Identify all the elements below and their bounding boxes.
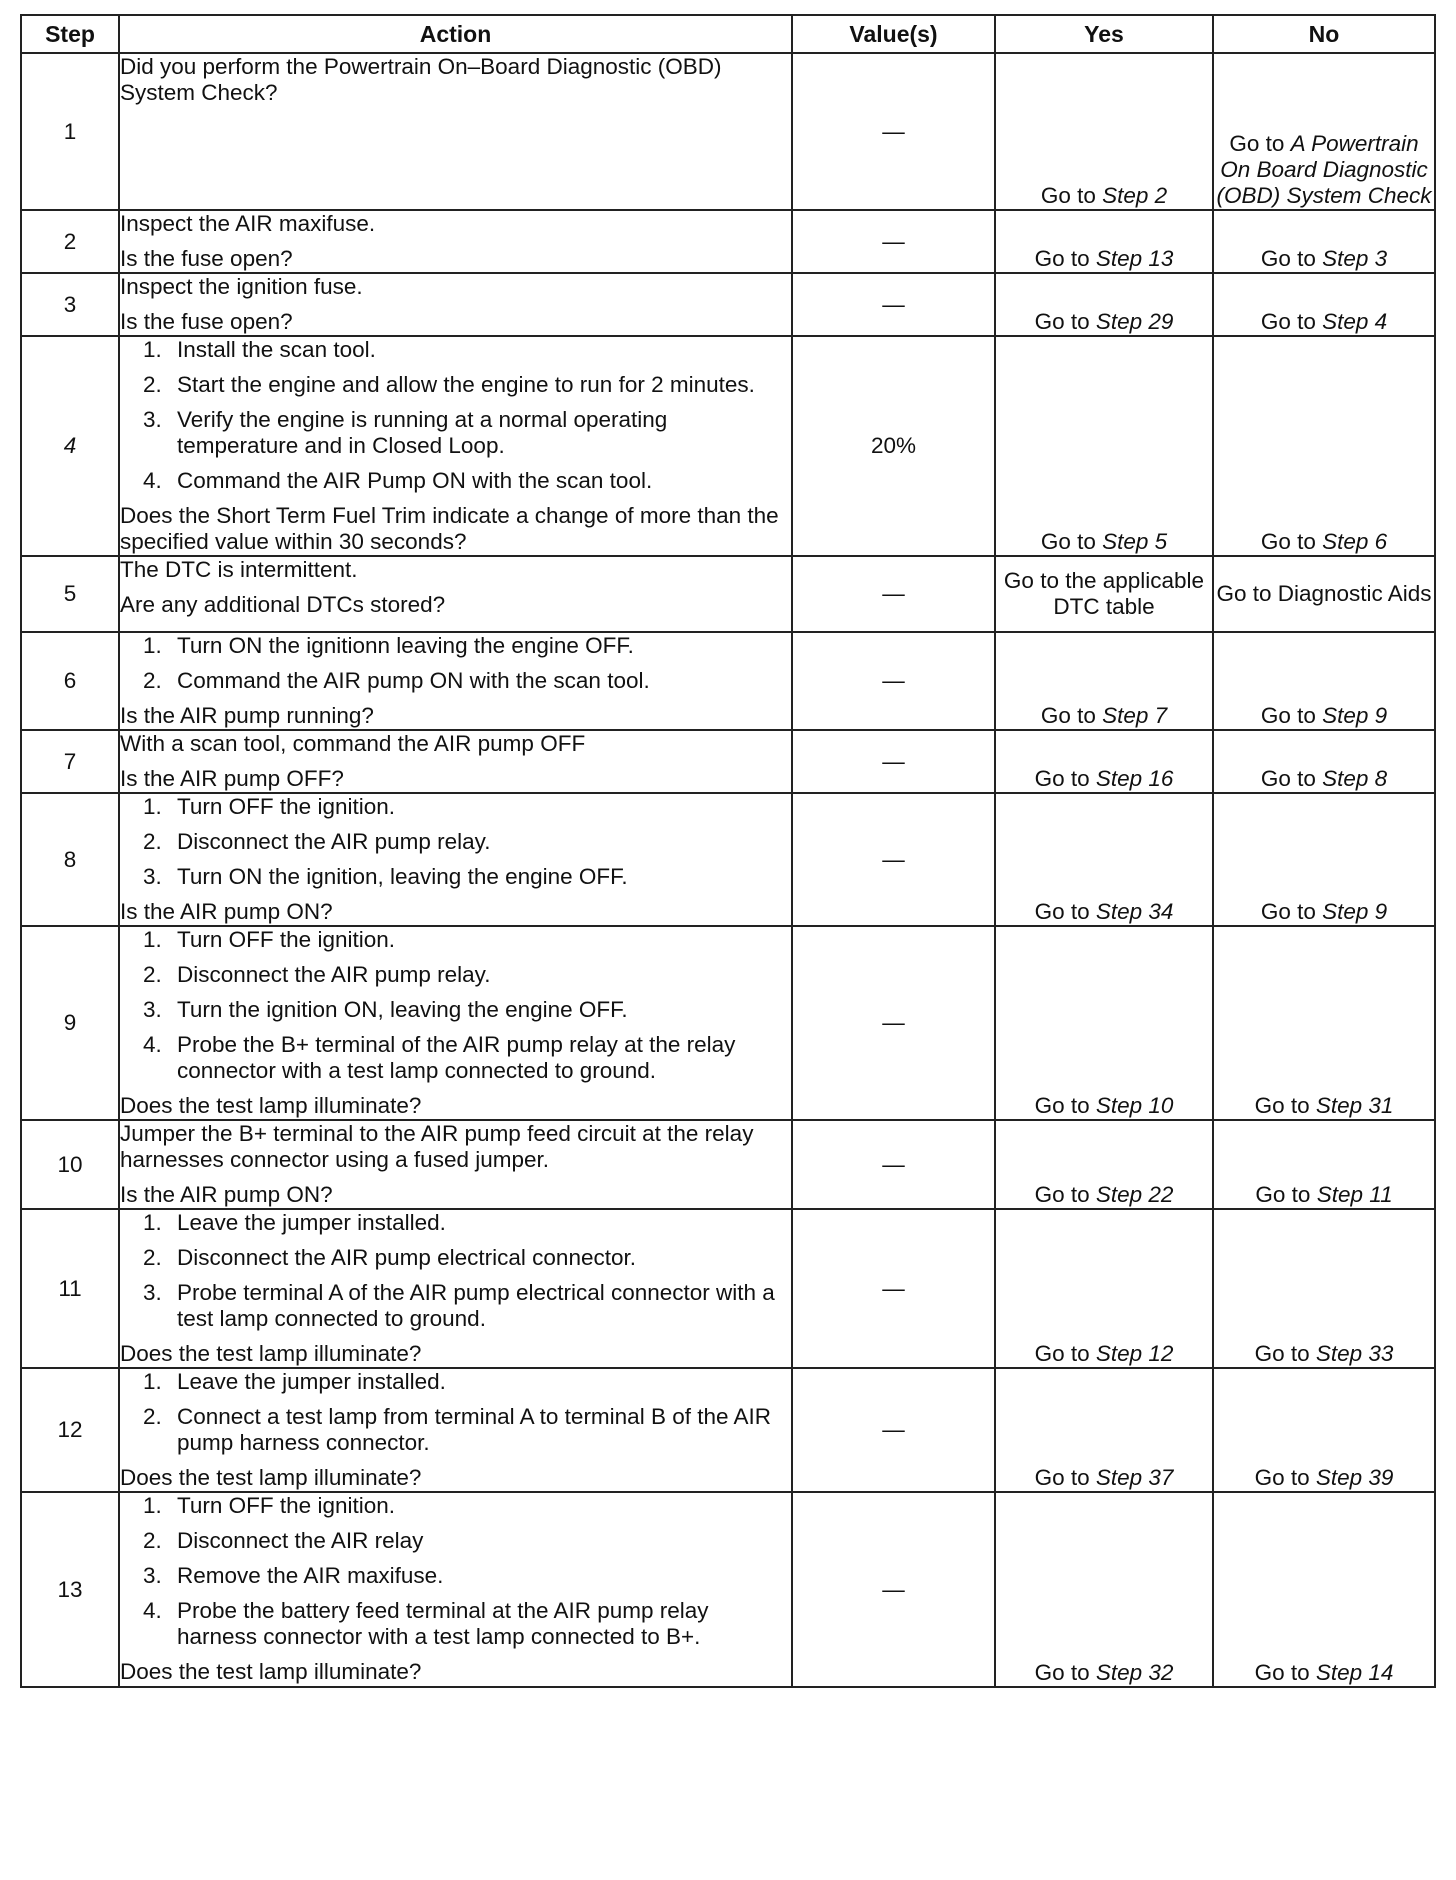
- yes-target-link[interactable]: Step 2: [1102, 183, 1168, 208]
- yes-prefix: Go to: [1034, 1341, 1096, 1366]
- no-cell: [1213, 336, 1435, 556]
- procedure-item-number: 1.: [143, 794, 162, 819]
- no-prefix: Go to: [1254, 1341, 1316, 1366]
- procedure-item-text: Turn OFF the ignition.: [177, 927, 396, 952]
- no-target-link[interactable]: Step 39: [1315, 1465, 1394, 1490]
- header-no: No: [1213, 15, 1435, 53]
- no-target-link[interactable]: Step 9: [1322, 899, 1388, 924]
- table-row: [21, 53, 1435, 210]
- no-target-link[interactable]: Step 11: [1316, 1182, 1393, 1207]
- yes-cell: [995, 210, 1213, 273]
- action-cell: [119, 1492, 792, 1687]
- value-cell: —: [792, 1120, 995, 1209]
- procedure-item-number: 2.: [143, 1404, 162, 1429]
- no-prefix: Go to: [1260, 899, 1323, 924]
- action-cell: [119, 336, 792, 556]
- step-number: 13: [21, 1492, 119, 1687]
- yes-target-link[interactable]: Step 37: [1095, 1465, 1174, 1490]
- no-cell: [1213, 1209, 1435, 1368]
- no-cell: [1213, 1368, 1435, 1492]
- no-cell: [1213, 273, 1435, 336]
- table-row: [21, 730, 1435, 793]
- procedure-list: [120, 1369, 791, 1456]
- procedure-item-text: Disconnect the AIR pump relay.: [177, 829, 491, 854]
- no-target-link[interactable]: Step 6: [1322, 529, 1388, 554]
- action-cell: [119, 1120, 792, 1209]
- procedure-item-number: 2.: [143, 962, 162, 987]
- action-text: Is the fuse open?: [120, 246, 293, 271]
- no-target-link[interactable]: Step 33: [1315, 1341, 1394, 1366]
- procedure-item-number: 3.: [143, 1563, 162, 1588]
- procedure-item: [120, 337, 791, 363]
- procedure-item: [120, 633, 791, 659]
- procedure-item-number: 4.: [143, 1032, 162, 1057]
- no-prefix: Go to: [1260, 529, 1323, 554]
- no-prefix: Go to: [1260, 766, 1323, 791]
- yes-cell: [995, 1492, 1213, 1687]
- no-cell: [1213, 1492, 1435, 1687]
- procedure-item-text: Remove the AIR maxifuse.: [177, 1563, 444, 1588]
- question-text: Does the Short Term Fuel Trim indicate a change of more than the specified value within 30 seconds?: [120, 503, 779, 554]
- procedure-item-text: Disconnect the AIR relay: [177, 1528, 424, 1553]
- step-number: 8: [21, 793, 119, 926]
- yes-cell: [995, 556, 1213, 632]
- yes-prefix: Go to: [1034, 1660, 1096, 1685]
- yes-cell: [995, 53, 1213, 210]
- no-cell: [1213, 1120, 1435, 1209]
- procedure-item-number: 2.: [143, 668, 162, 693]
- action-text: The DTC is intermittent.: [120, 557, 358, 582]
- diagnostic-table: [20, 14, 1436, 1688]
- procedure-list: [120, 633, 791, 694]
- procedure-list: [120, 794, 791, 890]
- procedure-item: [120, 668, 791, 694]
- action-text: With a scan tool, command the AIR pump OFF: [120, 731, 586, 756]
- procedure-item: [120, 927, 791, 953]
- procedure-list: [120, 337, 791, 494]
- procedure-item-text: Leave the jumper installed.: [177, 1369, 446, 1394]
- procedure-item-number: 3.: [143, 407, 162, 432]
- procedure-item: [120, 864, 791, 890]
- no-text: Go to Diagnostic Aids: [1216, 581, 1432, 606]
- procedure-list: [120, 1210, 791, 1332]
- procedure-item: [120, 1245, 791, 1271]
- step-number: 3: [21, 273, 119, 336]
- procedure-item: [120, 1528, 791, 1554]
- question-text: Does the test lamp illuminate?: [120, 1659, 422, 1684]
- step-number: 6: [21, 632, 119, 730]
- header-yes: Yes: [995, 15, 1213, 53]
- action-text: Is the fuse open?: [120, 309, 293, 334]
- procedure-item-number: 3.: [143, 1280, 162, 1305]
- yes-cell: [995, 793, 1213, 926]
- yes-text: Go to the applicable DTC table: [1003, 568, 1205, 619]
- value-cell: —: [792, 1368, 995, 1492]
- question-text: Is the AIR pump running?: [120, 703, 374, 728]
- procedure-item-text: Probe terminal A of the AIR pump electrical connector with a test lamp connected to ground.: [177, 1280, 775, 1331]
- procedure-item: [120, 962, 791, 988]
- action-text: Is the AIR pump OFF?: [120, 766, 344, 791]
- no-cell: [1213, 632, 1435, 730]
- procedure-item-number: 1.: [143, 1369, 162, 1394]
- action-cell: [119, 1368, 792, 1492]
- no-target-link[interactable]: Step 3: [1322, 246, 1388, 271]
- yes-prefix: Go to: [1040, 529, 1103, 554]
- procedure-item: [120, 407, 791, 459]
- no-target-link[interactable]: Step 14: [1315, 1660, 1394, 1685]
- yes-prefix: Go to: [1034, 766, 1096, 791]
- yes-target-link[interactable]: Step 29: [1095, 309, 1174, 334]
- yes-target-link[interactable]: Step 22: [1095, 1182, 1174, 1207]
- no-prefix: Go to: [1229, 131, 1291, 156]
- no-prefix: Go to: [1254, 1660, 1316, 1685]
- no-cell: [1213, 730, 1435, 793]
- yes-prefix: Go to: [1040, 703, 1103, 728]
- procedure-item-text: Install the scan tool.: [177, 337, 376, 362]
- procedure-item-text: Leave the jumper installed.: [177, 1210, 446, 1235]
- yes-target-link[interactable]: Step 13: [1095, 246, 1174, 271]
- action-cell: [119, 273, 792, 336]
- table-row: [21, 793, 1435, 926]
- yes-prefix: Go to: [1040, 183, 1103, 208]
- no-prefix: Go to: [1255, 1182, 1317, 1207]
- procedure-item-text: Connect a test lamp from terminal A to terminal B of the AIR pump harness connector.: [177, 1404, 772, 1455]
- action-cell: [119, 926, 792, 1120]
- procedure-item: [120, 794, 791, 820]
- value-cell: —: [792, 1492, 995, 1687]
- no-target-link[interactable]: Step 31: [1315, 1093, 1394, 1118]
- table-row: [21, 632, 1435, 730]
- question-text: Does the test lamp illuminate?: [120, 1341, 422, 1366]
- table-row: [21, 1209, 1435, 1368]
- no-prefix: Go to: [1260, 246, 1323, 271]
- procedure-item-number: 1.: [143, 1493, 162, 1518]
- no-prefix: Go to: [1260, 703, 1323, 728]
- question-text: Does the test lamp illuminate?: [120, 1093, 422, 1118]
- step-number: 4: [21, 336, 119, 556]
- procedure-item-text: Probe the battery feed terminal at the AIR pump relay harness connector with a test lamp connected to B+.: [177, 1598, 709, 1649]
- procedure-item-text: Probe the B+ terminal of the AIR pump relay at the relay connector with a test lamp connected to ground.: [177, 1032, 736, 1083]
- procedure-item-text: Turn the ignition ON, leaving the engine OFF.: [177, 997, 628, 1022]
- value-cell: —: [792, 730, 995, 793]
- step-number: 9: [21, 926, 119, 1120]
- procedure-item-number: 3.: [143, 997, 162, 1022]
- table-row: [21, 926, 1435, 1120]
- procedure-item-text: Verify the engine is running at a normal operating temperature and in Closed Loop.: [177, 407, 668, 458]
- step-number: 11: [21, 1209, 119, 1368]
- procedure-item: [120, 1032, 791, 1084]
- procedure-item: [120, 372, 791, 398]
- procedure-item-text: Command the AIR pump ON with the scan tool.: [177, 668, 650, 693]
- value-cell: —: [792, 632, 995, 730]
- no-prefix: Go to: [1254, 1465, 1316, 1490]
- yes-cell: [995, 632, 1213, 730]
- yes-target-link[interactable]: Step 12: [1095, 1341, 1174, 1366]
- yes-prefix: Go to: [1034, 309, 1096, 334]
- procedure-item-number: 2.: [143, 1245, 162, 1270]
- procedure-item-text: Turn ON the ignitionn leaving the engine OFF.: [177, 633, 634, 658]
- step-number: 2: [21, 210, 119, 273]
- no-cell: [1213, 53, 1435, 210]
- procedure-item-number: 2.: [143, 829, 162, 854]
- procedure-item-number: 3.: [143, 864, 162, 889]
- value-cell: —: [792, 53, 995, 210]
- action-text: Did you perform the Powertrain On–Board Diagnostic (OBD) System Check?: [120, 54, 722, 105]
- yes-cell: [995, 730, 1213, 793]
- yes-cell: [995, 273, 1213, 336]
- header-values: Value(s): [792, 15, 995, 53]
- no-cell: [1213, 210, 1435, 273]
- yes-prefix: Go to: [1034, 1182, 1096, 1207]
- table-row: [21, 556, 1435, 632]
- action-text: Inspect the ignition fuse.: [120, 274, 363, 299]
- step-number: 7: [21, 730, 119, 793]
- no-prefix: Go to: [1260, 309, 1323, 334]
- procedure-item: [120, 829, 791, 855]
- action-text: Are any additional DTCs stored?: [120, 592, 446, 617]
- procedure-item-text: Disconnect the AIR pump relay.: [177, 962, 491, 987]
- procedure-item: [120, 1493, 791, 1519]
- table-row: [21, 336, 1435, 556]
- action-text: Is the AIR pump ON?: [120, 1182, 333, 1207]
- header-action: Action: [119, 15, 792, 53]
- procedure-item-number: 1.: [143, 1210, 162, 1235]
- procedure-item-number: 2.: [143, 372, 162, 397]
- table-row: [21, 210, 1435, 273]
- procedure-item-text: Command the AIR Pump ON with the scan tool.: [177, 468, 653, 493]
- table-body: [21, 53, 1435, 1687]
- value-cell: —: [792, 556, 995, 632]
- procedure-item: [120, 1404, 791, 1456]
- yes-cell: [995, 1368, 1213, 1492]
- step-number: 10: [21, 1120, 119, 1209]
- question-text: Is the AIR pump ON?: [120, 899, 333, 924]
- yes-target-link[interactable]: Step 10: [1095, 1093, 1174, 1118]
- yes-target-link[interactable]: Step 7: [1102, 703, 1168, 728]
- action-cell: [119, 793, 792, 926]
- no-cell: [1213, 926, 1435, 1120]
- procedure-item: [120, 468, 791, 494]
- procedure-list: [120, 927, 791, 1084]
- value-cell: 20%: [792, 336, 995, 556]
- yes-cell: [995, 1120, 1213, 1209]
- yes-cell: [995, 926, 1213, 1120]
- procedure-item: [120, 1563, 791, 1589]
- action-text: Inspect the AIR maxifuse.: [120, 211, 376, 236]
- procedure-item-text: Start the engine and allow the engine to run for 2 minutes.: [177, 372, 755, 397]
- action-cell: [119, 730, 792, 793]
- yes-prefix: Go to: [1034, 899, 1096, 924]
- table-row: [21, 1492, 1435, 1687]
- procedure-item-text: Turn ON the ignition, leaving the engine OFF.: [177, 864, 628, 889]
- no-target-link[interactable]: Step 4: [1322, 309, 1388, 334]
- procedure-item: [120, 1280, 791, 1332]
- no-target-link[interactable]: A Powertrain On Board Diagnostic (OBD) System Check: [1216, 131, 1432, 208]
- procedure-item-text: Turn OFF the ignition.: [177, 794, 396, 819]
- header-row: [21, 15, 1435, 53]
- value-cell: —: [792, 273, 995, 336]
- question-text: Does the test lamp illuminate?: [120, 1465, 422, 1490]
- no-cell: [1213, 793, 1435, 926]
- procedure-list: [120, 1493, 791, 1650]
- yes-prefix: Go to: [1034, 1465, 1096, 1490]
- action-cell: [119, 632, 792, 730]
- procedure-item-number: 1.: [143, 337, 162, 362]
- procedure-item-number: 4.: [143, 468, 162, 493]
- table-row: [21, 273, 1435, 336]
- no-target-link[interactable]: Step 8: [1322, 766, 1388, 791]
- header-step: Step: [21, 15, 119, 53]
- procedure-item: [120, 1598, 791, 1650]
- procedure-item-text: Disconnect the AIR pump electrical connector.: [177, 1245, 636, 1270]
- procedure-item: [120, 997, 791, 1023]
- yes-prefix: Go to: [1034, 1093, 1096, 1118]
- value-cell: —: [792, 210, 995, 273]
- step-number: 12: [21, 1368, 119, 1492]
- procedure-item-text: Turn OFF the ignition.: [177, 1493, 396, 1518]
- procedure-item-number: 4.: [143, 1598, 162, 1623]
- action-cell: [119, 556, 792, 632]
- table-row: [21, 1368, 1435, 1492]
- action-cell: [119, 210, 792, 273]
- yes-target-link[interactable]: Step 34: [1095, 899, 1174, 924]
- yes-cell: [995, 336, 1213, 556]
- value-cell: —: [792, 926, 995, 1120]
- action-cell: [119, 1209, 792, 1368]
- yes-target-link[interactable]: Step 5: [1102, 529, 1168, 554]
- no-prefix: Go to: [1254, 1093, 1316, 1118]
- value-cell: —: [792, 1209, 995, 1368]
- step-number: 5: [21, 556, 119, 632]
- step-number: 1: [21, 53, 119, 210]
- yes-prefix: Go to: [1034, 246, 1096, 271]
- procedure-item-number: 2.: [143, 1528, 162, 1553]
- action-cell: [119, 53, 792, 210]
- procedure-item: [120, 1369, 791, 1395]
- procedure-item-number: 1.: [143, 633, 162, 658]
- yes-cell: [995, 1209, 1213, 1368]
- no-target-link[interactable]: Step 9: [1322, 703, 1388, 728]
- no-cell: [1213, 556, 1435, 632]
- yes-target-link[interactable]: Step 16: [1095, 766, 1174, 791]
- value-cell: —: [792, 793, 995, 926]
- procedure-item-number: 1.: [143, 927, 162, 952]
- procedure-item: [120, 1210, 791, 1236]
- yes-target-link[interactable]: Step 32: [1095, 1660, 1174, 1685]
- table-row: [21, 1120, 1435, 1209]
- action-text: Jumper the B+ terminal to the AIR pump feed circuit at the relay harnesses connector using a fused jumper.: [120, 1121, 754, 1172]
